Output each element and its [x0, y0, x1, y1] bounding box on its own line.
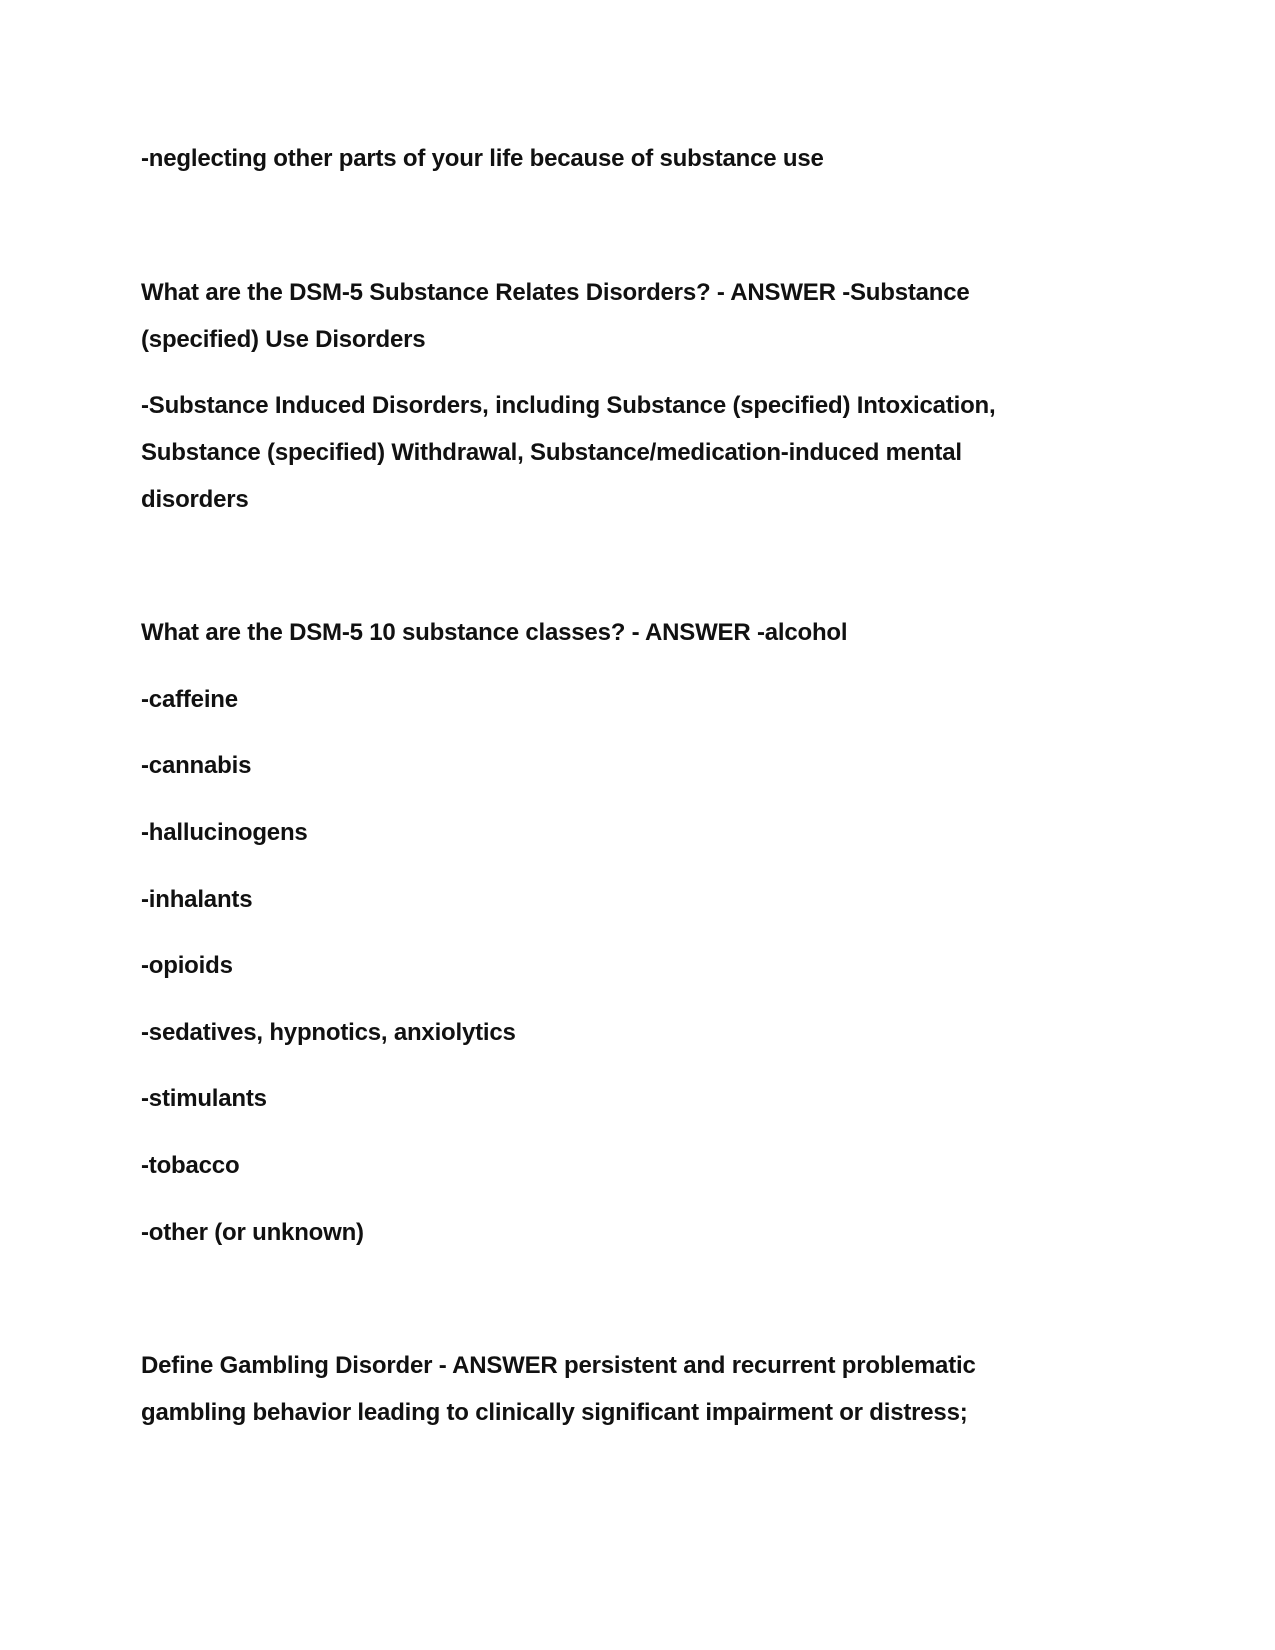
- list-item-caffeine: -caffeine: [141, 686, 238, 713]
- list-item-sedatives: -sedatives, hypnotics, anxiolytics: [141, 1019, 516, 1046]
- list-item-inhalants: -inhalants: [141, 886, 253, 913]
- answer-induced-disorders-line1: -Substance Induced Disorders, including Substance (specified) Intoxication,: [141, 392, 996, 419]
- answer-gambling-disorder-line2: gambling behavior leading to clinically significant impairment or distress;: [141, 1399, 968, 1426]
- answer-induced-disorders-line2: Substance (specified) Withdrawal, Substance/medication-induced mental: [141, 439, 962, 466]
- list-item-cannabis: -cannabis: [141, 752, 252, 779]
- answer-use-disorders: (specified) Use Disorders: [141, 326, 426, 353]
- list-item-opioids: -opioids: [141, 952, 233, 979]
- list-item-other: -other (or unknown): [141, 1219, 364, 1246]
- question-substance-classes: What are the DSM-5 10 substance classes? - ANSWER -alcohol: [141, 619, 848, 646]
- text-line-neglecting: -neglecting other parts of your life because of substance use: [141, 145, 824, 172]
- list-item-stimulants: -stimulants: [141, 1085, 267, 1112]
- answer-induced-disorders-line3: disorders: [141, 486, 249, 513]
- question-substance-related-disorders: What are the DSM-5 Substance Relates Disorders? - ANSWER -Substance: [141, 279, 970, 306]
- question-gambling-disorder: Define Gambling Disorder - ANSWER persistent and recurrent problematic: [141, 1352, 976, 1379]
- list-item-tobacco: -tobacco: [141, 1152, 240, 1179]
- list-item-hallucinogens: -hallucinogens: [141, 819, 308, 846]
